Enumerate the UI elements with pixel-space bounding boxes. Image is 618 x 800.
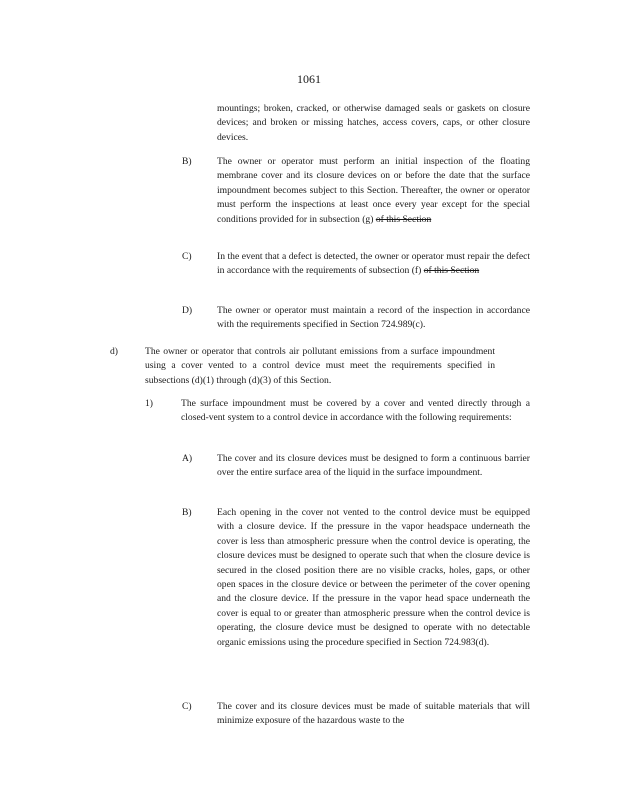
item-text-c [217, 250, 530, 279]
item-text-b [217, 155, 530, 227]
section-d-text: The owner or operator that controls air pollutant emissions from a surface impoundment using a cover vented to a control device must meet the requirements specified in subsections (d)(1) through (d)(3) of this Section. [145, 346, 495, 386]
requirement-text-b: Each opening in the cover not vented to the control device must be equipped with a closure device. If the pressure in the vapor headspace underneath the cover is less than atmospheric pressure when the control device is operating, the closure devices must be designed to operate such that when the closure device is secured in the closed position there are no visible cracks, holes, gaps, or other open spaces in the closure device or between the perimeter of the cover opening and the closure device. If the pressure in the vapor head space underneath the cover is equal to or greater than atmospheric pressure when the control device is operating, the closure device must be designed to operate with no detectable organic emissions using the procedure specified in Section 724.983(d). [217, 507, 530, 648]
item-text-b-main: The owner or operator must perform an initial inspection of the floating membrane cover and its closure devices on or before the date that the surface impoundment becomes subject to this Section. Thereafter, the owner or operator must perform the inspections at least once every year except for the special conditions provided for in subsection (g) [217, 156, 530, 225]
requirement-text-c: The cover and its closure devices must be made of suitable materials that will minimize exposure of the hazardous waste to the [217, 701, 530, 727]
item-label-c: C) [182, 251, 192, 262]
requirement-label-c: C) [182, 701, 192, 712]
page-number: 1061 [297, 72, 321, 86]
item-1-text: The surface impoundment must be covered by a cover and vented directly through a closed-vent system to a control device in accordance with the following requirements: [181, 398, 530, 424]
item-label-b: B) [182, 156, 192, 167]
item-1-label: 1) [145, 398, 153, 409]
item-text-c-main: In the event that a defect is detected, the owner or operator must repair the defect in accordance with the requirements of subsection (f) [217, 251, 530, 277]
section-d-label: d) [110, 346, 118, 357]
item-label-d: D) [182, 305, 193, 316]
requirement-label-b: B) [182, 507, 192, 518]
requirement-text-a: The cover and its closure devices must be designed to form a continuous barrier over the entire surface area of the liquid in the surface impoundment. [217, 453, 530, 479]
requirement-label-a: A) [182, 453, 193, 464]
struck-text-b: of this Section [375, 213, 432, 225]
struck-text-c: of this Section [423, 265, 480, 277]
intro-continuation: mountings; broken, cracked, or otherwise damaged seals or gaskets on closure devices; and broken or missing hatches, access covers, caps, or other closure devices. [217, 103, 530, 143]
item-text-d: The owner or operator must maintain a record of the inspection in accordance with the requirements specified in Section 724.989(c). [217, 305, 530, 331]
